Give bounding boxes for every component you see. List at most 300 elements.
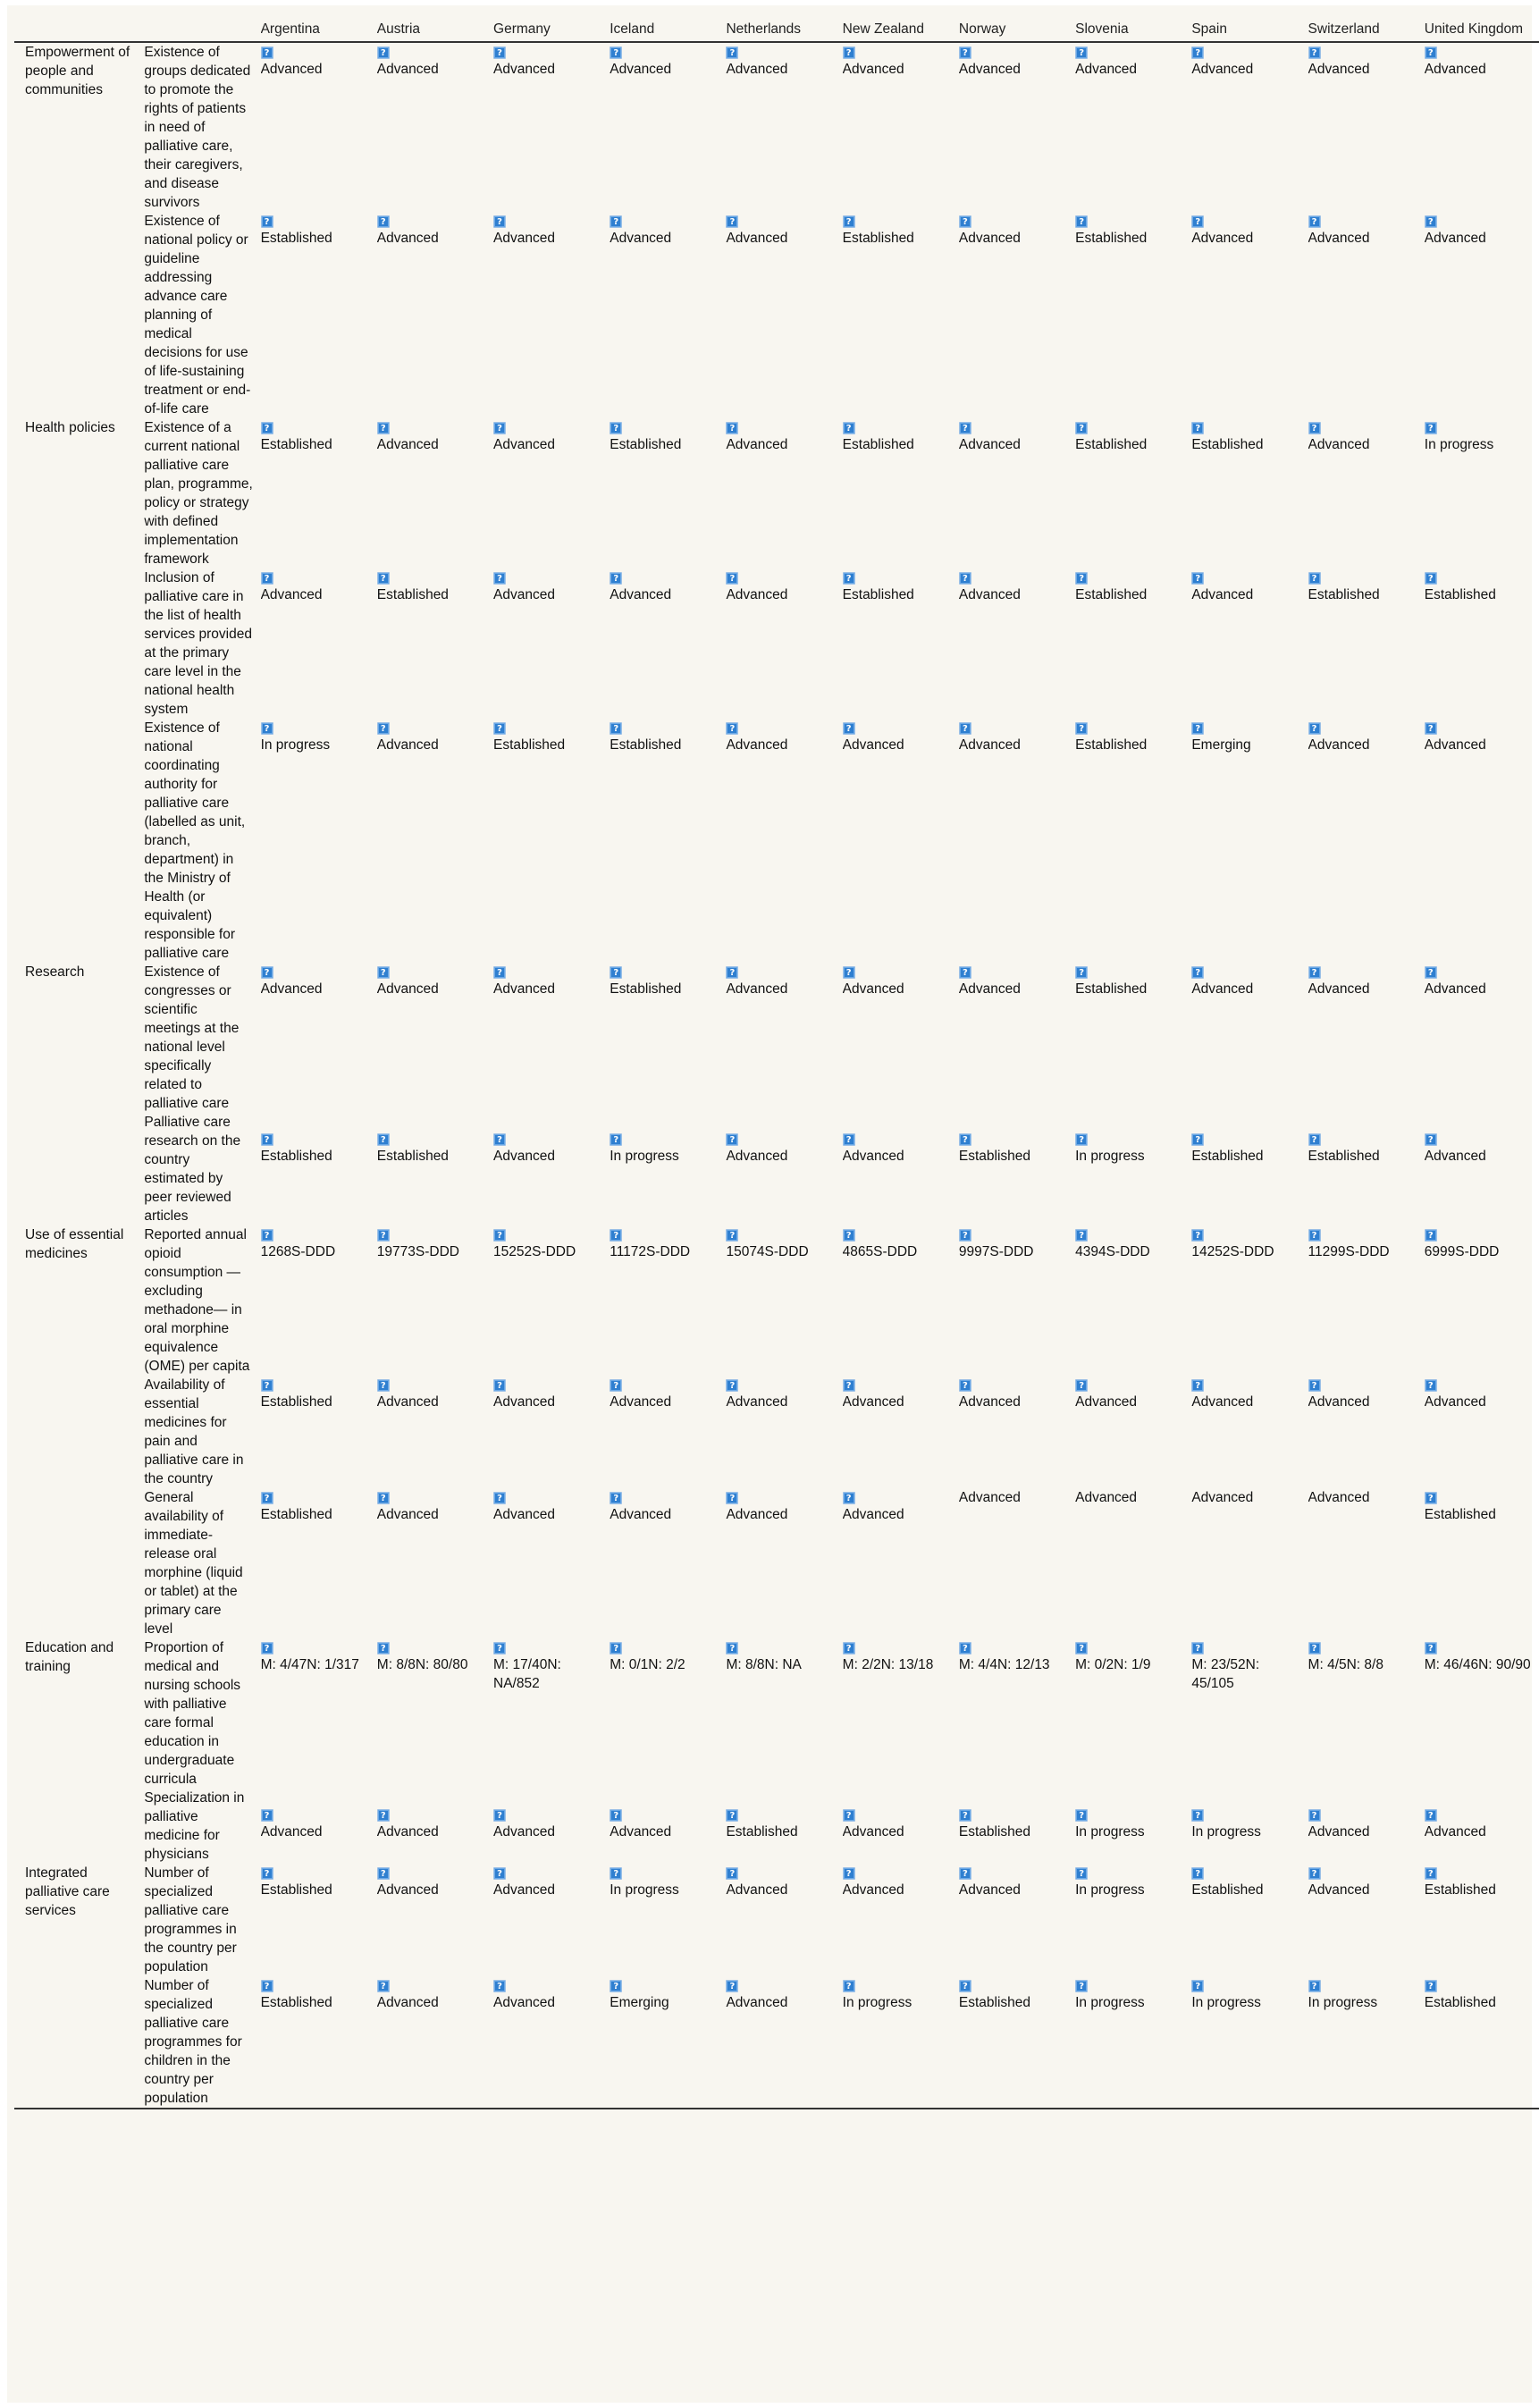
image-placeholder-icon: ? <box>726 1867 738 1880</box>
cell-value: 19773S-DDD <box>376 1244 459 1259</box>
image-placeholder-icon: ? <box>493 1867 506 1880</box>
indicator-cell: Existence of congresses or scientific meetings at the national level specifically related to palliative care <box>144 964 240 1111</box>
value-cell <box>1308 1225 1425 1376</box>
value-cell <box>1308 1976 1425 2109</box>
cell-spacer <box>843 1113 952 1130</box>
cell-value: Advanced <box>610 62 672 77</box>
value-cell <box>493 1976 610 2109</box>
image-placeholder-icon: ? <box>1191 1229 1204 1242</box>
cell-spacer <box>1191 1113 1300 1130</box>
value-cell <box>610 719 726 963</box>
cell-value: Advanced <box>726 231 788 246</box>
value-cell <box>959 1864 1075 1976</box>
table-row <box>14 1488 1539 1638</box>
image-placeholder-icon: ? <box>1308 215 1321 228</box>
cell-value: 6999S-DDD <box>1424 1244 1500 1259</box>
image-placeholder-icon: ? <box>261 1229 273 1242</box>
table-row <box>14 1638 1539 1789</box>
value-cell <box>959 568 1075 719</box>
value-cell <box>610 1976 726 2109</box>
value-cell <box>959 1113 1075 1225</box>
value-cell <box>1075 1488 1191 1638</box>
cell-value: Established <box>1075 437 1148 452</box>
value-cell <box>843 1488 959 1638</box>
image-placeholder-icon: ? <box>726 1980 738 1992</box>
value-cell <box>959 1789 1075 1864</box>
value-cell <box>1075 963 1191 1113</box>
cell-value: Advanced <box>376 737 439 753</box>
cell-value: M: 17/40N: NA/852 <box>493 1657 561 1691</box>
value-cell <box>726 1113 842 1225</box>
value-cell <box>1075 719 1191 963</box>
value-cell <box>377 963 493 1113</box>
image-placeholder-icon: ? <box>261 1867 273 1880</box>
image-placeholder-icon: ? <box>843 1229 855 1242</box>
value-cell <box>726 568 842 719</box>
image-placeholder-icon: ? <box>493 1492 506 1504</box>
value-cell <box>493 568 610 719</box>
value-cell <box>261 1638 377 1789</box>
image-placeholder-icon: ? <box>1425 1492 1437 1504</box>
value-cell <box>493 1113 610 1225</box>
cell-value: Advanced <box>842 1824 904 1840</box>
header-row <box>14 13 1539 42</box>
value-cell <box>377 42 493 212</box>
image-placeholder-icon: ? <box>843 1642 855 1654</box>
cell-value: In progress <box>1424 437 1494 452</box>
image-placeholder-icon: ? <box>726 1642 738 1654</box>
value-cell <box>843 963 959 1113</box>
cell-spacer <box>726 1113 835 1130</box>
cell-value: Established <box>842 587 914 602</box>
cell-value: 15252S-DDD <box>493 1244 576 1259</box>
value-cell <box>1191 1976 1308 2109</box>
value-cell <box>726 719 842 963</box>
category-cell <box>14 1789 144 1864</box>
value-cell <box>959 418 1075 568</box>
cell-value: Established <box>1424 1995 1496 2010</box>
value-cell <box>843 212 959 418</box>
cell-value: Advanced <box>493 1995 555 2010</box>
cell-value: Established <box>493 737 566 753</box>
column-header: Netherlands <box>726 21 802 37</box>
cell-value: 11299S-DDD <box>1308 1244 1390 1259</box>
value-cell <box>843 1376 959 1488</box>
image-placeholder-icon: ? <box>261 966 273 979</box>
image-placeholder-icon: ? <box>843 1492 855 1504</box>
value-cell <box>1191 1225 1308 1376</box>
image-placeholder-icon: ? <box>493 1229 506 1242</box>
image-placeholder-icon: ? <box>1425 1379 1437 1392</box>
value-cell <box>726 1789 842 1864</box>
value-cell <box>261 1376 377 1488</box>
cell-value: Advanced <box>1424 1149 1486 1164</box>
image-placeholder-icon: ? <box>726 215 738 228</box>
image-placeholder-icon: ? <box>726 1133 738 1146</box>
value-cell <box>1425 42 1539 212</box>
cell-value: Advanced <box>493 981 555 997</box>
value-cell <box>726 1488 842 1638</box>
indicator-cell: Existence of national policy or guideline addressing advance care planning of medical decisions for use of life-sustaining treatment or end-of-life care <box>144 214 251 417</box>
indicator-cell: Existence of national coordinating authority for palliative care (labelled as unit, branch, department) in the Ministry of Health (or equivalent) responsible for palliative care <box>144 720 246 961</box>
cell-value: M: 8/8N: 80/80 <box>376 1657 468 1672</box>
cell-value: Advanced <box>726 1882 788 1898</box>
cell-value: Advanced <box>842 62 904 77</box>
value-cell <box>1075 212 1191 418</box>
cell-value: Established <box>1308 1149 1380 1164</box>
image-placeholder-icon: ? <box>610 1229 622 1242</box>
cell-value: Established <box>958 1149 1031 1164</box>
value-cell <box>493 212 610 418</box>
cell-value: Advanced <box>610 1824 672 1840</box>
image-placeholder-icon: ? <box>377 1980 390 1992</box>
cell-value: Established <box>958 1824 1031 1840</box>
value-cell <box>610 42 726 212</box>
value-cell <box>1191 1789 1308 1864</box>
cell-value: Established <box>260 231 332 246</box>
image-placeholder-icon: ? <box>1425 46 1437 59</box>
cell-value: M: 4/5N: 8/8 <box>1308 1657 1383 1672</box>
value-cell <box>959 1488 1075 1638</box>
column-header: Austria <box>376 21 421 37</box>
cell-value: Established <box>260 1995 332 2010</box>
image-placeholder-icon: ? <box>610 1809 622 1822</box>
cell-value: Advanced <box>842 1507 904 1522</box>
value-cell <box>493 1864 610 1976</box>
value-cell <box>959 42 1075 212</box>
cell-spacer <box>1308 1113 1417 1130</box>
image-placeholder-icon: ? <box>959 1379 971 1392</box>
image-placeholder-icon: ? <box>843 1867 855 1880</box>
cell-value: M: 0/1N: 2/2 <box>610 1657 685 1672</box>
cell-value: Advanced <box>493 437 555 452</box>
cell-value: Advanced <box>493 1507 555 1522</box>
value-cell <box>377 212 493 418</box>
image-placeholder-icon: ? <box>377 1379 390 1392</box>
cell-value: Advanced <box>1424 231 1486 246</box>
image-placeholder-icon: ? <box>1425 1980 1437 1992</box>
value-cell <box>1425 418 1539 568</box>
cell-spacer <box>1308 1789 1417 1806</box>
value-cell <box>377 1488 493 1638</box>
value-cell <box>959 719 1075 963</box>
image-placeholder-icon: ? <box>610 572 622 585</box>
value-cell <box>726 1976 842 2109</box>
category-cell: Integrated palliative care services <box>25 1865 110 1918</box>
image-placeholder-icon: ? <box>377 46 390 59</box>
image-placeholder-icon: ? <box>493 1133 506 1146</box>
cell-value: Advanced <box>376 62 439 77</box>
image-placeholder-icon: ? <box>1308 1133 1321 1146</box>
cell-value: Advanced <box>726 1394 788 1410</box>
image-placeholder-icon: ? <box>493 422 506 434</box>
value-cell <box>261 418 377 568</box>
value-cell <box>1075 1113 1191 1225</box>
cell-value: Established <box>376 587 449 602</box>
image-placeholder-icon: ? <box>493 215 506 228</box>
image-placeholder-icon: ? <box>261 1133 273 1146</box>
cell-value: In progress <box>1075 1824 1145 1840</box>
image-placeholder-icon: ? <box>726 422 738 434</box>
column-header: Norway <box>958 21 1006 37</box>
cell-value: M: 0/2N: 1/9 <box>1075 1657 1151 1672</box>
image-placeholder-icon: ? <box>1425 966 1437 979</box>
image-placeholder-icon: ? <box>959 215 971 228</box>
value-cell <box>1425 1113 1539 1225</box>
value-cell <box>377 1225 493 1376</box>
image-placeholder-icon: ? <box>1075 572 1088 585</box>
cell-spacer <box>1075 1789 1184 1806</box>
cell-value: M: 46/46N: 90/90 <box>1424 1657 1531 1672</box>
image-placeholder-icon: ? <box>726 1492 738 1504</box>
value-cell <box>377 1638 493 1789</box>
value-cell <box>1425 1864 1539 1976</box>
column-header: New Zealand <box>842 21 924 37</box>
image-placeholder-icon: ? <box>610 422 622 434</box>
value-cell <box>1425 1638 1539 1789</box>
cell-spacer <box>1075 1113 1184 1130</box>
image-placeholder-icon: ? <box>493 572 506 585</box>
cell-value: Advanced <box>260 587 323 602</box>
cell-value: In progress <box>260 737 331 753</box>
image-placeholder-icon: ? <box>261 722 273 735</box>
cell-value: Advanced <box>958 1882 1021 1898</box>
column-header: Iceland <box>610 21 655 37</box>
image-placeholder-icon: ? <box>843 572 855 585</box>
cell-value: M: 8/8N: NA <box>726 1657 802 1672</box>
value-cell <box>1191 719 1308 963</box>
indicator-cell: Number of specialized palliative care programmes in the country per population <box>144 1865 237 1974</box>
value-cell <box>610 568 726 719</box>
table-row <box>14 1789 1539 1864</box>
value-cell <box>493 42 610 212</box>
cell-value: Established <box>842 231 914 246</box>
category-cell <box>14 1113 144 1225</box>
cell-value: Advanced <box>260 62 323 77</box>
value-cell <box>843 42 959 212</box>
cell-value: Advanced <box>1308 62 1370 77</box>
cell-value: Advanced <box>726 437 788 452</box>
image-placeholder-icon: ? <box>261 1379 273 1392</box>
value-cell <box>1191 42 1308 212</box>
cell-value: Advanced <box>958 981 1021 997</box>
cell-value: Established <box>1424 587 1496 602</box>
image-placeholder-icon: ? <box>1425 1229 1437 1242</box>
image-placeholder-icon: ? <box>261 1980 273 1992</box>
cell-value: Advanced <box>842 737 904 753</box>
value-cell <box>726 1225 842 1376</box>
indicator-cell: Existence of a current national palliative care plan, programme, policy or strategy with defined implementation framework <box>144 420 253 567</box>
value-cell <box>1191 1864 1308 1976</box>
value-cell <box>610 418 726 568</box>
cell-value: Advanced <box>1308 231 1370 246</box>
image-placeholder-icon: ? <box>1191 1867 1204 1880</box>
palliative-care-indicators-table <box>14 13 1539 2109</box>
value-cell <box>1308 212 1425 418</box>
image-placeholder-icon: ? <box>610 1980 622 1992</box>
value-cell <box>1425 212 1539 418</box>
cell-value: Advanced <box>1424 62 1486 77</box>
image-placeholder-icon: ? <box>610 1642 622 1654</box>
value-cell <box>1425 1488 1539 1638</box>
cell-value: Advanced <box>610 1394 672 1410</box>
cell-value: In progress <box>1075 1995 1145 2010</box>
value-cell <box>1191 1488 1308 1638</box>
category-cell: Research <box>25 964 85 980</box>
value-cell <box>843 1638 959 1789</box>
image-placeholder-icon: ? <box>843 722 855 735</box>
image-placeholder-icon: ? <box>1075 1229 1088 1242</box>
cell-value: M: 23/52N: 45/105 <box>1191 1657 1260 1691</box>
indicator-cell: Number of specialized palliative care programmes for children in the country per population <box>144 1978 242 2106</box>
cell-value: 4394S-DDD <box>1075 1244 1150 1259</box>
value-cell <box>1191 1113 1308 1225</box>
indicator-cell: Reported annual opioid consumption —excluding methadone— in oral morphine equivalence (OME) per capita <box>144 1227 250 1374</box>
image-placeholder-icon: ? <box>1308 966 1321 979</box>
indicator-cell: Proportion of medical and nursing schools with palliative care formal education in undergraduate curricula <box>144 1640 241 1787</box>
image-placeholder-icon: ? <box>377 1492 390 1504</box>
cell-value: 4865S-DDD <box>842 1244 918 1259</box>
cell-value: Advanced <box>493 62 555 77</box>
cell-value: Advanced <box>1308 1882 1370 1898</box>
image-placeholder-icon: ? <box>1308 1980 1321 1992</box>
cell-value: Advanced <box>1308 1394 1370 1410</box>
value-cell <box>726 963 842 1113</box>
table-row <box>14 963 1539 1113</box>
cell-spacer <box>726 1789 835 1806</box>
cell-value: Advanced <box>958 1394 1021 1410</box>
cell-value: Advanced <box>1191 1490 1254 1505</box>
table-row <box>14 719 1539 963</box>
cell-spacer <box>959 1789 1068 1806</box>
table-row <box>14 42 1539 212</box>
value-cell <box>1075 1789 1191 1864</box>
image-placeholder-icon: ? <box>1425 1642 1437 1654</box>
value-cell <box>261 719 377 963</box>
cell-value: Established <box>1191 1149 1264 1164</box>
image-placeholder-icon: ? <box>261 1809 273 1822</box>
image-placeholder-icon: ? <box>493 722 506 735</box>
image-placeholder-icon: ? <box>377 1229 390 1242</box>
cell-value: Advanced <box>376 1394 439 1410</box>
image-placeholder-icon: ? <box>377 1133 390 1146</box>
indicator-cell: Palliative care research on the country estimated by peer reviewed articles <box>144 1115 241 1224</box>
cell-value: Established <box>610 737 682 753</box>
cell-value: Advanced <box>958 62 1021 77</box>
cell-value: Advanced <box>1191 1394 1254 1410</box>
image-placeholder-icon: ? <box>1191 966 1204 979</box>
indicator-cell: General availability of immediate-release oral morphine (liquid or tablet) at the primary care level <box>144 1490 243 1637</box>
image-placeholder-icon: ? <box>1075 1133 1088 1146</box>
cell-value: Established <box>958 1995 1031 2010</box>
value-cell <box>493 1225 610 1376</box>
value-cell <box>610 1638 726 1789</box>
image-placeholder-icon: ? <box>959 422 971 434</box>
image-placeholder-icon: ? <box>726 1809 738 1822</box>
cell-value: Advanced <box>958 437 1021 452</box>
cell-value: Established <box>260 1149 332 1164</box>
value-cell <box>1191 212 1308 418</box>
image-placeholder-icon: ? <box>1425 572 1437 585</box>
image-placeholder-icon: ? <box>843 966 855 979</box>
image-placeholder-icon: ? <box>726 46 738 59</box>
value-cell <box>1308 1864 1425 1976</box>
image-placeholder-icon: ? <box>1308 1229 1321 1242</box>
value-cell <box>493 1488 610 1638</box>
value-cell <box>959 1638 1075 1789</box>
category-cell <box>14 568 144 719</box>
cell-value: Advanced <box>726 737 788 753</box>
value-cell <box>493 719 610 963</box>
cell-value: Advanced <box>1191 231 1254 246</box>
image-placeholder-icon: ? <box>1075 215 1088 228</box>
cell-value: Advanced <box>376 231 439 246</box>
image-placeholder-icon: ? <box>1075 1980 1088 1992</box>
value-cell <box>610 1225 726 1376</box>
table-row <box>14 1976 1539 2109</box>
value-cell <box>1308 42 1425 212</box>
column-header: United Kingdom <box>1424 21 1524 37</box>
cell-value: Advanced <box>726 1149 788 1164</box>
value-cell <box>1308 1488 1425 1638</box>
category-cell <box>14 212 144 418</box>
cell-value: Established <box>842 437 914 452</box>
image-placeholder-icon: ? <box>493 966 506 979</box>
cell-value: Advanced <box>260 981 323 997</box>
image-placeholder-icon: ? <box>610 215 622 228</box>
value-cell <box>493 1376 610 1488</box>
image-placeholder-icon: ? <box>377 572 390 585</box>
image-placeholder-icon: ? <box>843 422 855 434</box>
value-cell <box>1075 1376 1191 1488</box>
table-container <box>7 5 1532 2403</box>
value-cell <box>1075 1225 1191 1376</box>
column-header: Switzerland <box>1308 21 1380 37</box>
value-cell <box>261 963 377 1113</box>
value-cell <box>1425 1976 1539 2109</box>
image-placeholder-icon: ? <box>1425 1809 1437 1822</box>
image-placeholder-icon: ? <box>1191 1809 1204 1822</box>
value-cell <box>610 1789 726 1864</box>
image-placeholder-icon: ? <box>1308 1642 1321 1654</box>
cell-value: Advanced <box>1308 737 1370 753</box>
image-placeholder-icon: ? <box>959 722 971 735</box>
value-cell <box>261 42 377 212</box>
table-row <box>14 418 1539 568</box>
image-placeholder-icon: ? <box>610 1379 622 1392</box>
value-cell <box>843 1225 959 1376</box>
cell-value: M: 4/4N: 12/13 <box>958 1657 1050 1672</box>
cell-value: Established <box>1075 231 1148 246</box>
value-cell <box>377 719 493 963</box>
cell-value: Advanced <box>726 62 788 77</box>
image-placeholder-icon: ? <box>261 215 273 228</box>
cell-value: Established <box>1075 737 1148 753</box>
column-header: Argentina <box>260 21 320 37</box>
cell-value: Established <box>376 1149 449 1164</box>
image-placeholder-icon: ? <box>959 1980 971 1992</box>
cell-value: Established <box>1424 1507 1496 1522</box>
value-cell <box>261 1864 377 1976</box>
image-placeholder-icon: ? <box>726 1229 738 1242</box>
cell-value: Advanced <box>726 1507 788 1522</box>
image-placeholder-icon: ? <box>377 1867 390 1880</box>
value-cell <box>261 568 377 719</box>
cell-value: Advanced <box>1075 62 1138 77</box>
image-placeholder-icon: ? <box>959 572 971 585</box>
value-cell <box>493 1789 610 1864</box>
image-placeholder-icon: ? <box>1308 46 1321 59</box>
